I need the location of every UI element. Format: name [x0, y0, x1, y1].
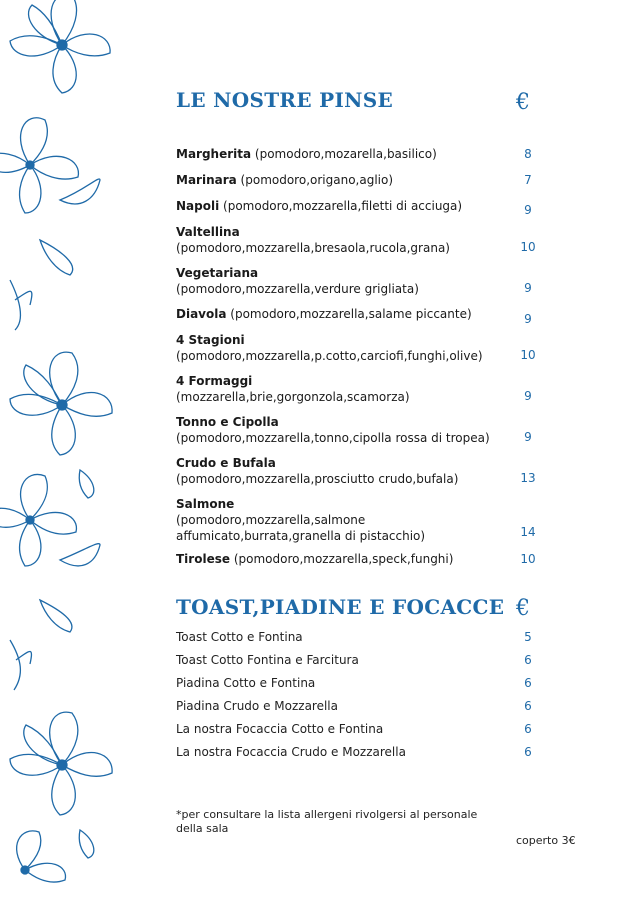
- item-name: Napoli: [176, 199, 220, 213]
- item-price: 9: [524, 203, 532, 217]
- item-name: Salmone: [176, 497, 235, 511]
- item-price: 6: [524, 653, 532, 667]
- item-name: 4 Formaggi: [176, 374, 253, 388]
- menu-item-salmone: [176, 496, 476, 544]
- menu-item-toast-cotto-fontina-farcitura: Toast Cotto Fontina e Farcitura: [176, 653, 359, 667]
- menu-item-diavola: [176, 306, 496, 322]
- item-name: Valtellina: [176, 225, 240, 239]
- menu-item-napoli: [176, 198, 496, 214]
- item-description: (pomodoro,mozzarella,filetti di acciuga): [219, 199, 463, 213]
- toast-section-title: TOAST,PIADINE E FOCACCE: [176, 595, 505, 619]
- item-description: (pomodoro,mozzarella,tonno,cipolla rossa di tropea): [176, 431, 490, 445]
- item-price: 9: [524, 281, 532, 295]
- item-price: 9: [524, 312, 532, 326]
- item-price: 6: [524, 722, 532, 736]
- menu-item-tonno-e-cipolla: [176, 414, 496, 446]
- item-description: (pomodoro,mozzarella,verdure grigliata): [176, 282, 419, 296]
- item-name: Tonno e Cipolla: [176, 415, 279, 429]
- item-price: 10: [520, 240, 536, 254]
- item-price: 13: [520, 471, 536, 485]
- menu-item-piadina-cotto-fontina: Piadina Cotto e Fontina: [176, 676, 316, 690]
- item-price: 6: [524, 745, 532, 759]
- item-price: 6: [524, 699, 532, 713]
- item-price: 10: [520, 348, 536, 362]
- floral-decoration: [0, 0, 130, 906]
- item-description: (mozzarella,brie,gorgonzola,scamorza): [176, 390, 410, 404]
- item-price: 14: [520, 525, 536, 539]
- menu-item-focaccia-cotto-fontina: La nostra Focaccia Cotto e Fontina: [176, 722, 384, 736]
- menu-item-toast-cotto-fontina: Toast Cotto e Fontina: [176, 630, 303, 644]
- item-price: 10: [520, 552, 536, 566]
- item-description: (pomodoro,mozzarella,prosciutto crudo,bufala): [176, 472, 459, 486]
- pinse-currency-symbol: €: [516, 90, 530, 115]
- item-description: (pomodoro,mozzarella,salame piccante): [226, 307, 472, 321]
- item-description: (pomodoro,mozarella,basilico): [251, 147, 437, 161]
- allergen-note: *per consultare la lista allergeni rivolgersi al personale della sala: [176, 808, 478, 835]
- item-description: (pomodoro,mozzarella,p.cotto,carciofi,funghi,olive): [176, 349, 483, 363]
- menu-item-piadina-crudo-mozzarella: Piadina Crudo e Mozzarella: [176, 699, 338, 713]
- item-name: Vegetariana: [176, 266, 259, 280]
- menu-item-valtellina: [176, 224, 496, 256]
- item-name: 4 Stagioni: [176, 333, 245, 347]
- item-price: 9: [524, 430, 532, 444]
- menu-item-4-stagioni: [176, 332, 496, 364]
- menu-item-margherita: [176, 146, 496, 162]
- menu-item-4-formaggi: [176, 373, 496, 405]
- item-name: Crudo e Bufala: [176, 456, 276, 470]
- menu-item-focaccia-crudo-mozzarella: La nostra Focaccia Crudo e Mozzarella: [176, 745, 406, 759]
- item-name: Diavola: [176, 307, 227, 321]
- item-description: (pomodoro,mozzarella,bresaola,rucola,grana): [176, 241, 450, 255]
- item-price: 6: [524, 676, 532, 690]
- menu-item-tirolese: [176, 551, 496, 567]
- item-description: (pomodoro,mozzarella,salmone affumicato,burrata,granella di pistacchio): [176, 513, 426, 543]
- item-price: 5: [524, 630, 532, 644]
- item-description: (pomodoro,mozzarella,speck,funghi): [230, 552, 454, 566]
- item-price: 9: [524, 389, 532, 403]
- item-description: (pomodoro,origano,aglio): [236, 173, 394, 187]
- menu-item-crudo-e-bufala: [176, 455, 496, 487]
- menu-item-vegetariana: [176, 265, 496, 297]
- item-name: Margherita: [176, 147, 252, 161]
- item-price: 7: [524, 173, 532, 187]
- cover-charge: coperto 3€: [516, 834, 576, 847]
- item-name: Marinara: [176, 173, 237, 187]
- toast-currency-symbol: €: [516, 596, 530, 621]
- menu-item-marinara: [176, 172, 496, 188]
- item-price: 8: [524, 147, 532, 161]
- pinse-section-title: LE NOSTRE PINSE: [176, 88, 393, 112]
- item-name: Tirolese: [176, 552, 230, 566]
